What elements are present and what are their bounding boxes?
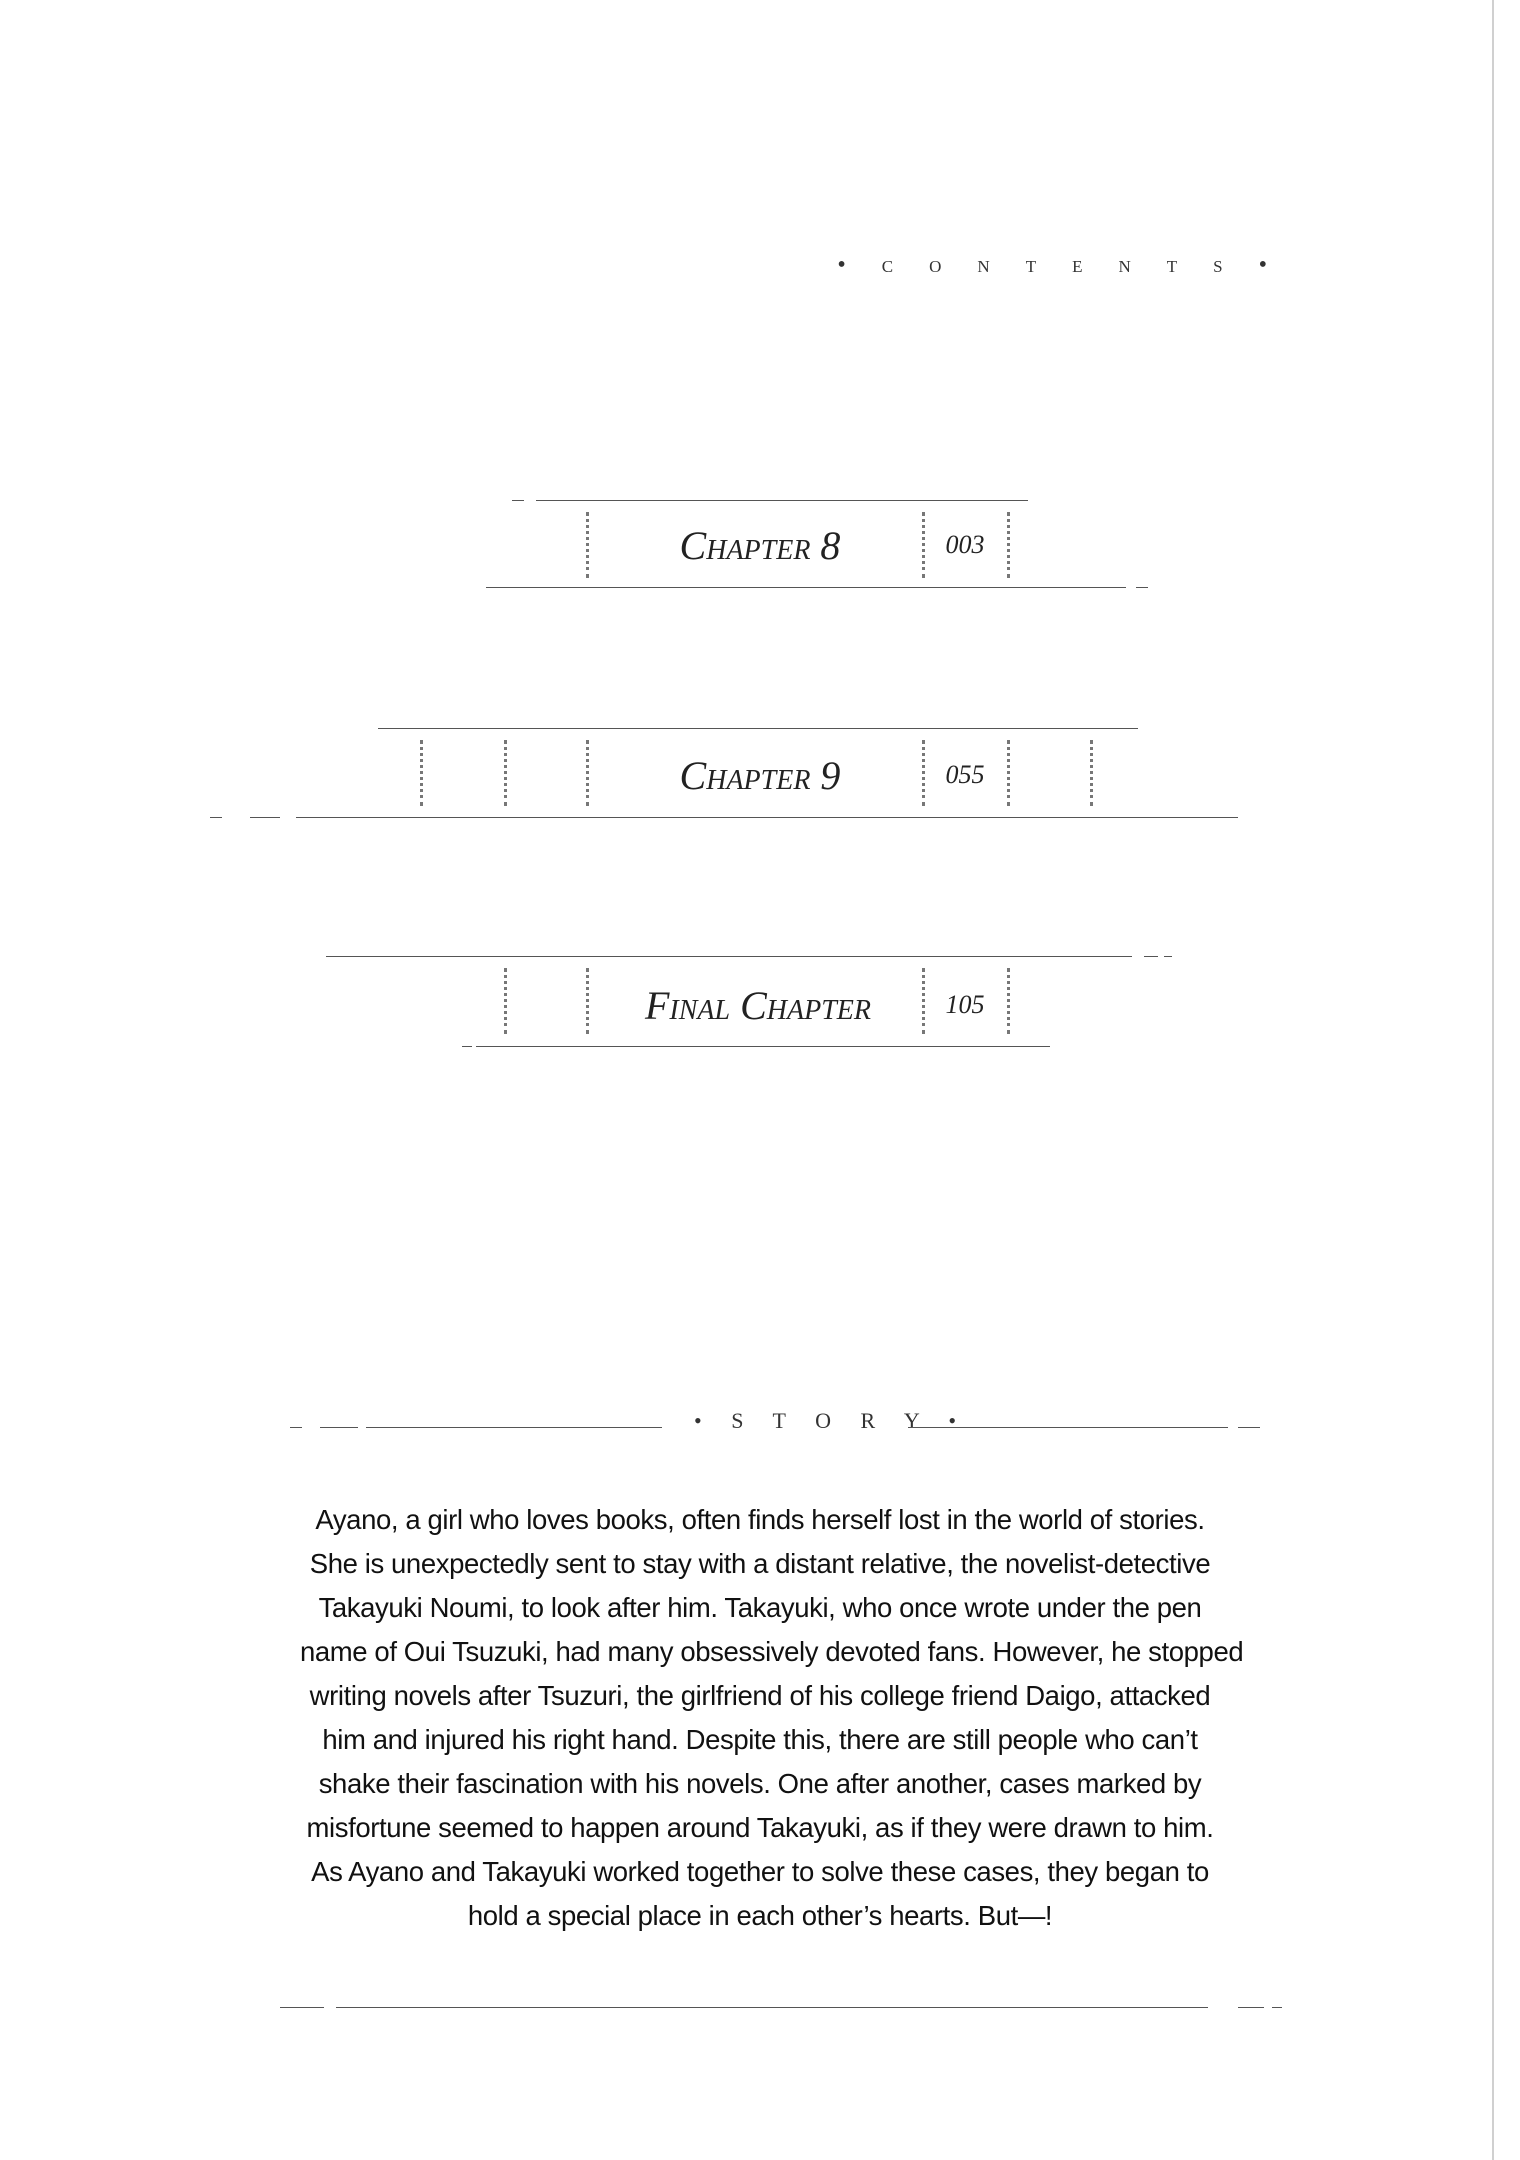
decorative-rule: [336, 2007, 1208, 2008]
decorative-rule: [326, 956, 1132, 957]
dotted-divider: [922, 512, 925, 578]
dotted-divider: [1007, 512, 1010, 578]
decorative-rule: [210, 817, 222, 818]
dotted-divider: [504, 968, 507, 1034]
story-line: misfortune seemed to happen around Takayuki, as if they were drawn to him.: [306, 1812, 1214, 1843]
chapter-page-number: 055: [945, 760, 985, 789]
decorative-rule: [462, 1046, 472, 1047]
story-line: hold a special place in each other’s hearts. But—!: [467, 1900, 1053, 1931]
decorative-rule: [476, 1046, 1050, 1047]
decorative-rule: [536, 500, 1028, 501]
dotted-divider: [420, 740, 423, 806]
dotted-divider: [1007, 740, 1010, 806]
decorative-rule: [1238, 1427, 1260, 1428]
dotted-divider: [1007, 968, 1010, 1034]
decorative-rule: [1136, 587, 1148, 588]
decorative-rule: [908, 1427, 1228, 1428]
decorative-rule: [366, 1427, 662, 1428]
chapter-page-number: 105: [945, 990, 985, 1019]
dotted-divider: [922, 740, 925, 806]
decorative-rule: [1238, 2007, 1264, 2008]
dotted-divider: [586, 968, 589, 1034]
chapter-title: Chapter 9: [679, 753, 841, 798]
decorative-rule: [1144, 956, 1158, 957]
decorative-rule: [320, 1427, 358, 1428]
chapter-page-number: 003: [945, 530, 985, 559]
chapter-title: Chapter 8: [679, 523, 841, 568]
story-heading: • S T O R Y •: [694, 1408, 969, 1433]
decorative-rule: [486, 587, 1126, 588]
story-line: Takayuki Noumi, to look after him. Takayuki, who once wrote under the pen: [318, 1592, 1202, 1623]
contents-heading: • c o n t e n t s •: [837, 252, 1282, 278]
decorative-rule: [280, 2007, 324, 2008]
decorative-rule: [296, 817, 1238, 818]
dotted-divider: [504, 740, 507, 806]
chapter-title: Final Chapter: [645, 983, 871, 1028]
story-line: shake their fascination with his novels. One after another, cases marked by: [318, 1768, 1202, 1799]
page-edge: [1492, 0, 1494, 2160]
dotted-divider: [922, 968, 925, 1034]
story-line: Ayano, a girl who loves books, often finds herself lost in the world of stories.: [315, 1504, 1205, 1535]
story-line: As Ayano and Takayuki worked together to solve these cases, they began to: [311, 1856, 1209, 1887]
story-line: him and injured his right hand. Despite this, there are still people who can’t: [322, 1724, 1198, 1755]
dotted-divider: [586, 740, 589, 806]
decorative-rule: [512, 500, 524, 501]
story-synopsis: [300, 1498, 1244, 1938]
decorative-rule: [250, 817, 280, 818]
story-line: She is unexpectedly sent to stay with a distant relative, the novelist-detective: [309, 1548, 1211, 1579]
dotted-divider: [586, 512, 589, 578]
decorative-rule: [1272, 2007, 1282, 2008]
story-line: writing novels after Tsuzuri, the girlfriend of his college friend Daigo, attacked: [309, 1680, 1211, 1711]
decorative-rule: [290, 1427, 302, 1428]
story-line: name of Oui Tsuzuki, had many obsessively devoted fans. However, he stopped: [300, 1636, 1244, 1667]
dotted-divider: [1090, 740, 1093, 806]
decorative-rule: [378, 728, 1138, 729]
decorative-rule: [1164, 956, 1172, 957]
